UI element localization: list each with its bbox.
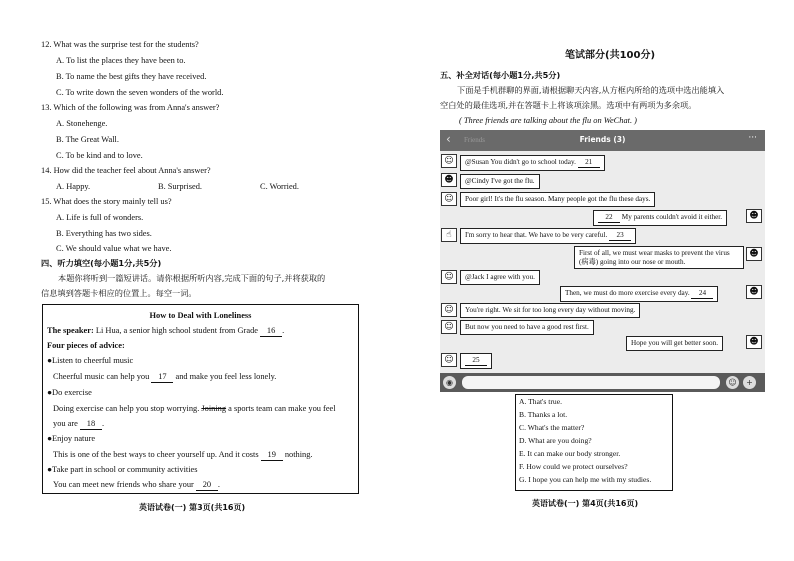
text: You can meet new friends who share your <box>53 480 196 489</box>
voice-icon[interactable]: ◉ <box>443 376 456 389</box>
section-4-instruction: 本题你将听到一篇短讲话。请你根据所听内容,完成下面的句子,并将获取的 <box>58 273 326 283</box>
chat-bubble: @Cindy I've got the flu. <box>460 174 540 189</box>
section-5-instruction: 下面是手机群聊的界面,请根据聊天内容,从方框内所给的选项中选出能填入 <box>457 85 725 95</box>
page-footer: 英语试卷(一) 第3页(共16页) <box>139 503 246 512</box>
chat-input-bar <box>440 373 765 392</box>
option: C. To be kind and to love. <box>56 151 143 160</box>
chat-bubble <box>460 155 605 171</box>
blank-20: 20 <box>196 480 218 491</box>
advice-2: ●Do exercise <box>47 388 92 397</box>
text: Cheerful music can help you <box>53 372 152 381</box>
avatar-icon: ☺ <box>441 270 457 284</box>
section-4-title: 四、听力填空(每小题1分,共5分) <box>41 258 162 268</box>
faded-title: Friends <box>464 136 485 144</box>
chat-header <box>440 130 765 151</box>
avatar-icon: ☺ <box>441 303 457 317</box>
advice-2-text-cont: you are 18 . <box>53 419 105 428</box>
option: C. To write down the seven wonders of the world. <box>56 88 224 97</box>
option: C. Worried. <box>260 182 299 191</box>
blank-25: 25 <box>465 356 487 366</box>
option: A. Life is full of wonders. <box>56 213 144 222</box>
text: and make you feel less lonely. <box>173 372 277 381</box>
bubble-text: @Susan You didn't go to school today. <box>465 158 578 166</box>
written-title: 笔试部分(共100分) <box>565 50 656 61</box>
avatar-icon: ☻ <box>746 247 762 261</box>
option: D. What are you doing? <box>519 436 592 445</box>
advice-1: ●Listen to cheerful music <box>47 356 134 365</box>
chat-bubble: @Jack I agree with you. <box>460 270 540 285</box>
blank-23: 23 <box>609 231 631 241</box>
option: A. Stonehenge. <box>56 119 108 128</box>
blank-18: 18 <box>80 419 102 430</box>
text: Doing exercise can help you stop worrying. <box>53 404 202 413</box>
option: A. That's true. <box>519 397 562 406</box>
chat-bubble <box>460 353 492 369</box>
question-12: 12. What was the surprise test for the students? <box>41 40 199 49</box>
option: A. Happy. <box>56 182 91 191</box>
option: B. Surprised. <box>158 182 202 191</box>
question-13: 13. Which of the following was from Anna's answer? <box>41 103 220 112</box>
chat-bubble: First of all, we must wear masks to prevent the virus (病毒) going into our nose or mouth. <box>574 246 744 269</box>
avatar-icon: ☻ <box>746 285 762 299</box>
option: B. Thanks a lot. <box>519 410 568 419</box>
avatar-icon: ☺ <box>441 192 457 206</box>
advice-4-text: You can meet new friends who share your 20 . <box>53 480 220 489</box>
question-14: 14. How did the teacher feel about Anna's answer? <box>41 166 211 175</box>
option: E. It can make our body stronger. <box>519 449 621 458</box>
options-box <box>515 394 673 491</box>
chat-title: Friends (3) <box>579 135 626 144</box>
chat-window <box>440 130 765 392</box>
back-arrow-icon[interactable]: ‹ <box>446 132 451 146</box>
message-input[interactable] <box>462 376 720 389</box>
avatar-icon: ☺ <box>441 353 457 367</box>
chat-bubble <box>560 286 718 302</box>
page-footer: 英语试卷(一) 第4页(共16页) <box>532 499 639 508</box>
chat-bubble: Poor girl! It's the flu season. Many people got the flu these days. <box>460 192 655 207</box>
right-page <box>397 0 794 561</box>
blank-16: 16 <box>260 326 282 337</box>
emoji-icon[interactable]: ☺ <box>726 376 739 389</box>
avatar-icon: ☻ <box>746 335 762 349</box>
chat-bubble: You're right. We sit for too long every day without moving. <box>460 303 640 318</box>
option: A. To list the places they have been to. <box>56 56 186 65</box>
text: a sports team can make you feel <box>226 404 336 413</box>
struck-word: Joining <box>201 404 227 413</box>
bubble-text: Then, we must do more exercise every day. <box>565 289 692 297</box>
option: B. To name the best gifts they have received. <box>56 72 207 81</box>
avatar-icon: ☺ <box>441 154 457 168</box>
text: nothing. <box>282 450 313 459</box>
chat-bubble <box>593 210 727 226</box>
advice-4: ●Take part in school or community activities <box>47 465 198 474</box>
option: C. What's the matter? <box>519 423 585 432</box>
advice-heading: Four pieces of advice: <box>47 341 125 350</box>
option: B. Everything has two sides. <box>56 229 152 238</box>
context-line: ( Three friends are talking about the flu on WeChat. ) <box>459 116 637 125</box>
speaker-text: Li Hua, a senior high school student from Grade <box>93 326 261 335</box>
advice-3: ●Enjoy nature <box>47 434 96 443</box>
avatar-icon: ☺ <box>441 320 457 334</box>
chat-bubble: But now you need to have a good rest first. <box>460 320 594 335</box>
option: C. We should value what we have. <box>56 244 172 253</box>
option: F. How could we protect ourselves? <box>519 462 628 471</box>
blank-24: 24 <box>691 289 713 299</box>
speaker-label: The speaker: <box>47 326 94 335</box>
advice-2-text <box>53 404 336 414</box>
avatar-icon: ☻ <box>441 173 457 187</box>
listening-box <box>42 304 359 494</box>
blank-22: 22 <box>598 213 620 223</box>
blank-19: 19 <box>261 450 283 461</box>
chat-bubble: Hope you will get better soon. <box>626 336 723 351</box>
blank-21: 21 <box>578 158 600 168</box>
avatar-icon: ☻ <box>746 209 762 223</box>
more-icon[interactable]: ··· <box>748 133 757 143</box>
blank-17: 17 <box>151 372 173 383</box>
section-4-instruction: 信息填到答题卡相应的位置上。每空一词。 <box>41 288 197 298</box>
chat-bubble <box>460 228 636 244</box>
speaker-line: The speaker: Li Hua, a senior high school student from Grade 16 . <box>47 326 285 335</box>
plus-icon[interactable]: + <box>743 376 756 389</box>
option: B. The Great Wall. <box>56 135 119 144</box>
text: This is one of the best ways to cheer yourself up. And it costs <box>53 450 261 459</box>
text: you are <box>53 419 80 428</box>
box-title: How to Deal with Loneliness <box>149 311 252 320</box>
advice-1-text <box>53 372 276 383</box>
avatar-icon: ☝ <box>441 228 457 242</box>
bubble-text: I'm sorry to hear that. We have to be very careful. <box>465 231 610 239</box>
section-5-title: 五、补全对话(每小题1分,共5分) <box>440 70 561 80</box>
question-15: 15. What does the story mainly tell us? <box>41 197 172 206</box>
option: G. I hope you can help me with my studies. <box>519 475 652 484</box>
section-5-instruction: 空白处的最佳选项,并在答题卡上将该项涂黑。选项中有两项为多余项。 <box>440 100 697 110</box>
bubble-text: My parents couldn't avoid it either. <box>620 213 723 221</box>
advice-3-text <box>53 450 313 461</box>
